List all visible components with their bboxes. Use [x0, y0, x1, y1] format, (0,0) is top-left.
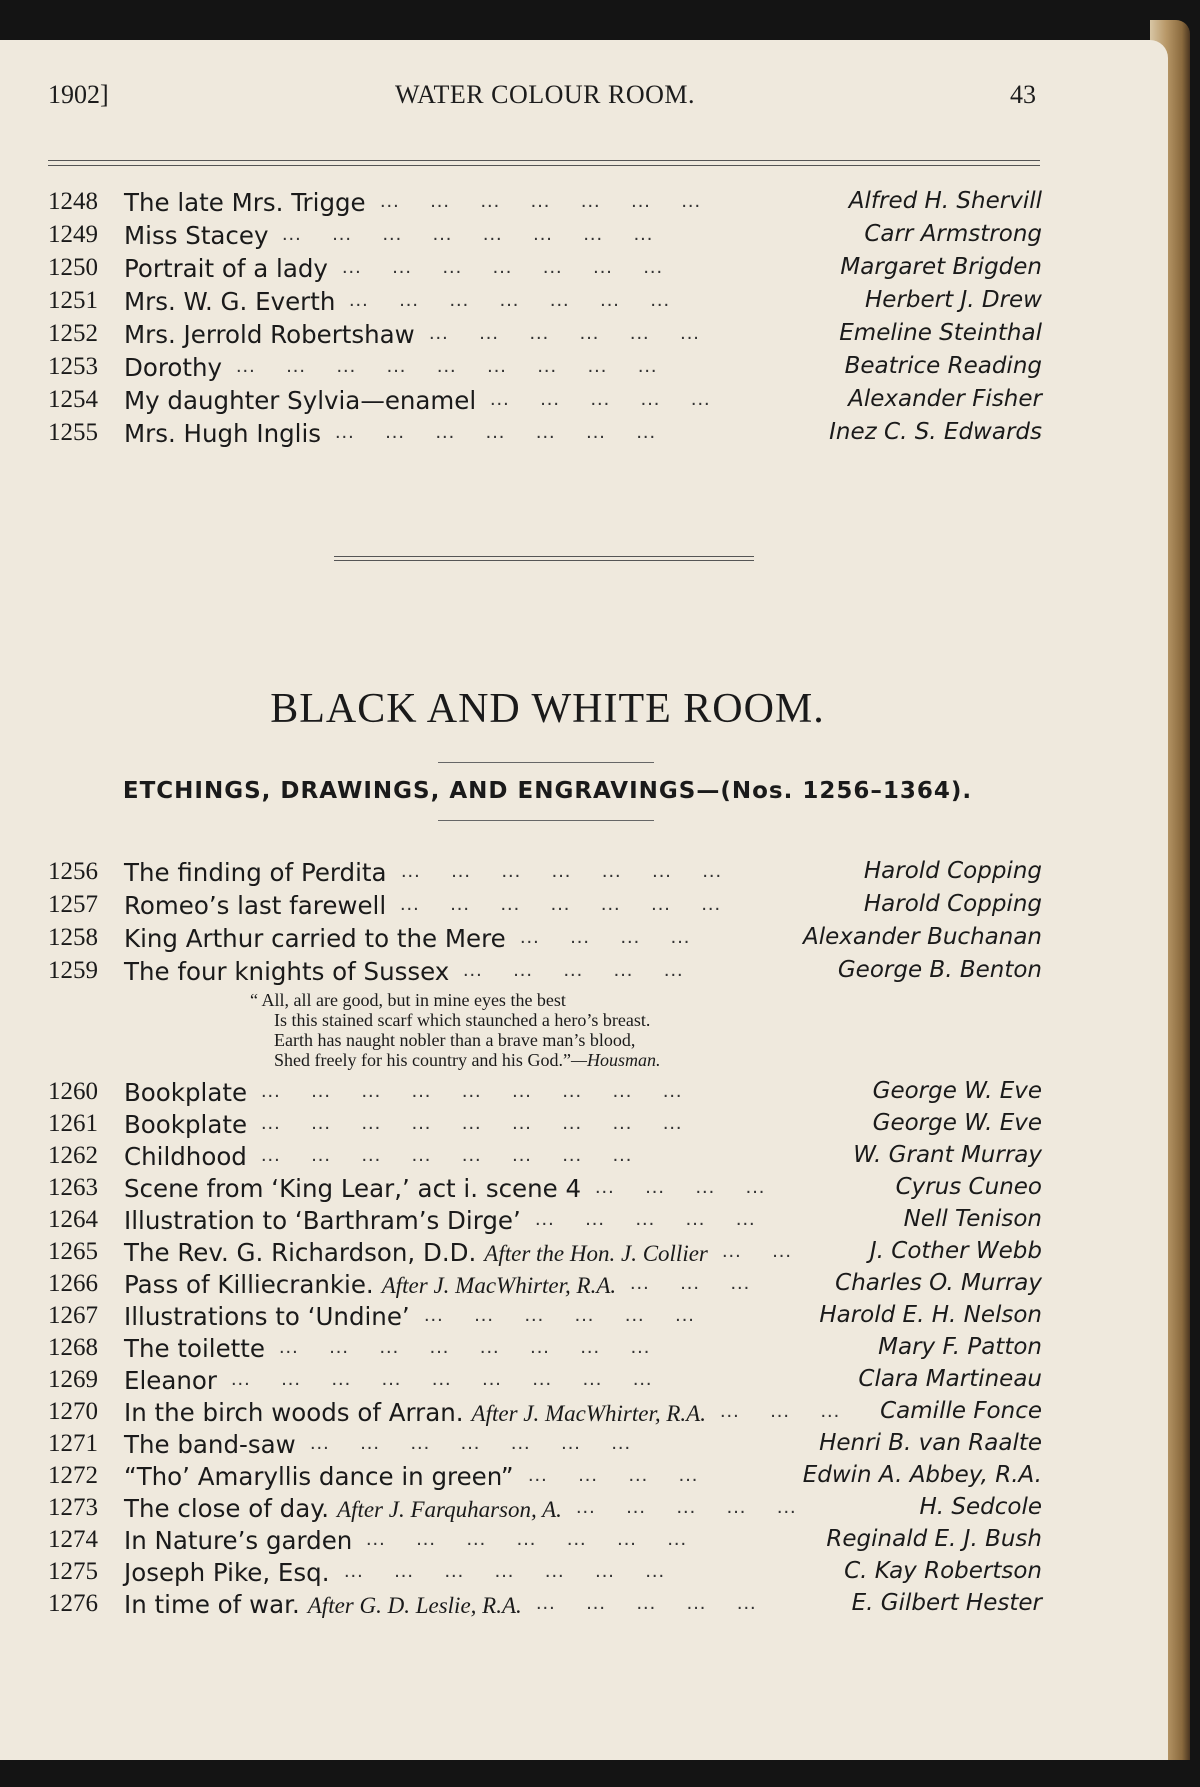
entry-title-line [124, 957, 449, 986]
entry-number: 1251 [48, 287, 98, 314]
entry-artist: Henri B. van Raalte [819, 1430, 1042, 1456]
entry-title-line [124, 1174, 581, 1203]
catalogue-entry [0, 1238, 1150, 1270]
entry-artist: C. Kay Robertson [844, 1558, 1042, 1584]
entry-artist: Camille Fonce [880, 1398, 1042, 1424]
leader-dots: ... ... ... ... ... ... ... ... ... [231, 1368, 653, 1390]
catalogue-entry [0, 254, 1150, 286]
entry-title: The close of day. [124, 1494, 330, 1523]
entry-title: In Nature’s garden [124, 1526, 353, 1555]
entry-after-credit: After J. Farquharson, A. [337, 1497, 562, 1522]
entry-number: 1267 [48, 1302, 98, 1329]
entry-artist: George W. Eve [872, 1110, 1042, 1136]
leader-dots: ... ... ... ... ... ... ... [310, 1432, 632, 1454]
entry-title-line [124, 1366, 217, 1395]
leader-dots: ... ... ... ... ... ... ... [349, 289, 671, 311]
catalogue-entry [0, 957, 1150, 989]
entry-number: 1265 [48, 1238, 98, 1265]
leader-dots: ... ... ... ... ... [536, 1592, 757, 1614]
entry-after-credit: After G. D. Leslie, R.A. [307, 1593, 522, 1618]
entry-title-line [124, 1558, 330, 1587]
entry-title-line [124, 254, 328, 283]
catalogue-entry [0, 891, 1150, 923]
entry-artist: Clara Martineau [858, 1366, 1042, 1392]
entry-title: The Rev. G. Richardson, D.D. [124, 1238, 477, 1267]
leader-dots: ... ... ... ... ... ... ... ... [261, 1144, 633, 1166]
leader-dots: ... ... ... ... ... ... ... [380, 190, 702, 212]
catalogue-entry [0, 924, 1150, 956]
leader-dots: ... ... ... ... ... ... [429, 322, 700, 344]
leader-dots: ... ... ... ... ... ... ... [335, 421, 657, 443]
entry-title-line [124, 320, 415, 349]
entry-artist: Mary F. Patton [878, 1334, 1042, 1360]
catalogue-entry [0, 1302, 1150, 1334]
entry-number: 1272 [48, 1462, 98, 1489]
entry-artist: Alfred H. Shervill [848, 188, 1042, 214]
entry-title: Miss Stacey [124, 221, 269, 250]
entry-artist: Harold Copping [863, 858, 1042, 884]
entry-title: Bookplate [124, 1110, 248, 1139]
leader-dots: ... ... ... ... ... [463, 959, 684, 981]
entry-title: Dorothy [124, 353, 223, 382]
leader-dots: ... ... ... [630, 1272, 751, 1294]
catalogue-entry [0, 1110, 1150, 1142]
entry-title-line [124, 188, 366, 217]
entry-title-line [124, 1398, 706, 1427]
entry-title-line [124, 419, 321, 448]
entry-title-line [124, 858, 387, 887]
catalogue-entry [0, 1398, 1150, 1430]
entry-number: 1268 [48, 1334, 98, 1361]
catalogue-entry [0, 1270, 1150, 1302]
entry-number: 1271 [48, 1430, 98, 1457]
catalogue-entry [0, 287, 1150, 319]
entry-artist: Margaret Brigden [840, 254, 1042, 280]
entry-number: 1257 [48, 891, 98, 918]
entry-title-line [124, 1462, 514, 1491]
entry-number: 1273 [48, 1494, 98, 1521]
leader-dots: ... ... ... ... [595, 1176, 766, 1198]
entry-title-line [124, 1110, 247, 1139]
leader-dots: ... ... ... ... ... ... ... ... ... [236, 355, 658, 377]
catalogue-entry [0, 858, 1150, 890]
section-divider [334, 556, 754, 561]
leader-dots: ... ... [722, 1240, 792, 1262]
entry-title: Pass of Killiecrankie. [124, 1270, 374, 1299]
entry-title-line [124, 1206, 521, 1235]
entry-title-line [124, 1334, 265, 1363]
leader-dots: ... ... ... ... [520, 926, 691, 948]
leader-dots: ... ... ... ... ... [490, 388, 711, 410]
catalogue-entry [0, 353, 1150, 385]
leader-dots: ... ... ... ... [528, 1464, 699, 1486]
entry-artist: Harold E. H. Nelson [819, 1302, 1042, 1328]
entry-number: 1253 [48, 353, 98, 380]
leader-dots: ... ... ... ... ... [576, 1496, 797, 1518]
entry-number: 1254 [48, 386, 98, 413]
entry-number: 1264 [48, 1206, 98, 1233]
entry-artist: Reginald E. J. Bush [826, 1526, 1042, 1552]
leader-dots: ... ... ... ... ... ... [424, 1304, 695, 1326]
entry-number: 1261 [48, 1110, 98, 1137]
entry-title: In time of war. [124, 1590, 300, 1619]
leader-dots: ... ... ... ... ... ... ... ... ... [261, 1112, 683, 1134]
quote-line: Shed freely for his country and his God.” [274, 1050, 571, 1070]
entry-number: 1258 [48, 924, 98, 951]
catalogue-entry [0, 1430, 1150, 1462]
catalogue-entry [0, 1206, 1150, 1238]
entry-artist: Herbert J. Drew [865, 287, 1042, 313]
entry-number: 1269 [48, 1366, 98, 1393]
entry-number: 1275 [48, 1558, 98, 1585]
entry-title: Mrs. W. G. Everth [124, 287, 336, 316]
leader-dots: ... ... ... ... ... ... ... ... [279, 1336, 651, 1358]
quote-line: Earth has naught nobler than a brave man’s blood, [274, 1030, 636, 1050]
entry-title: In the birch woods of Arran. [124, 1398, 464, 1427]
catalogue-entry [0, 1078, 1150, 1110]
leader-dots: ... ... ... ... ... [535, 1208, 756, 1230]
quote-attribution: —Housman. [570, 1050, 661, 1070]
subtitle-rule [438, 820, 654, 821]
leader-dots: ... ... ... ... ... ... ... ... [282, 223, 654, 245]
entry-title: Romeo’s last farewell [124, 891, 387, 920]
leader-dots: ... ... ... ... ... ... ... [401, 860, 723, 882]
quote-line: Is this stained scarf which staunched a hero’s breast. [274, 1010, 651, 1030]
catalogue-entry [0, 1142, 1150, 1174]
entry-title: King Arthur carried to the Mere [124, 924, 506, 953]
entry-title: The late Mrs. Trigge [124, 188, 366, 217]
entry-title-line [124, 1430, 296, 1459]
entry-title: Scene from ‘King Lear,’ act i. scene 4 [124, 1174, 582, 1203]
entry-artist: Cyrus Cuneo [895, 1174, 1042, 1200]
header-title: WATER COLOUR ROOM. [394, 80, 696, 109]
leader-dots: ... ... ... ... ... ... ... [400, 893, 722, 915]
entry-number: 1259 [48, 957, 98, 984]
entry-title-line [124, 1590, 522, 1619]
entry-title: The finding of Perdita [124, 858, 387, 887]
entry-title-line [124, 1238, 708, 1267]
entry-artist: H. Sedcole [919, 1494, 1042, 1520]
entry-number: 1274 [48, 1526, 98, 1553]
entry-artist: Inez C. S. Edwards [829, 419, 1042, 445]
entry-title-line [124, 924, 506, 953]
entry-artist: E. Gilbert Hester [851, 1590, 1042, 1616]
entry-title: Bookplate [124, 1078, 248, 1107]
entry-title-line [124, 353, 222, 382]
section-title: BLACK AND WHITE ROOM. [270, 686, 825, 732]
entry-title-line [124, 1078, 247, 1107]
entry-number: 1250 [48, 254, 98, 281]
header-rule [48, 160, 1040, 166]
entry-number: 1256 [48, 858, 98, 885]
entry-title-line [124, 1526, 352, 1555]
entry-title: Joseph Pike, Esq. [124, 1558, 330, 1587]
entry-artist: Edwin A. Abbey, R.A. [802, 1462, 1042, 1488]
entry-artist: Emeline Steinthal [839, 320, 1042, 346]
entry-artist: George B. Benton [837, 957, 1042, 983]
entry-artist: Beatrice Reading [844, 353, 1042, 379]
entry-number: 1270 [48, 1398, 98, 1425]
catalogue-entry [0, 1462, 1150, 1494]
page-number: 43 [1010, 80, 1036, 109]
housman-quote [250, 990, 660, 1070]
entry-artist: Alexander Buchanan [803, 924, 1042, 950]
entry-title: Childhood [124, 1142, 247, 1171]
entry-artist: Alexander Fisher [848, 386, 1042, 412]
entry-number: 1266 [48, 1270, 98, 1297]
title-rule [438, 762, 654, 763]
entry-title: Illustrations to ‘Undine’ [124, 1302, 410, 1331]
entry-number: 1260 [48, 1078, 98, 1105]
entry-after-credit: After J. MacWhirter, R.A. [471, 1401, 706, 1426]
entry-number: 1263 [48, 1174, 98, 1201]
entry-title: Portrait of a lady [124, 254, 328, 283]
catalogue-entry [0, 1590, 1150, 1622]
catalogue-entry [0, 1558, 1150, 1590]
entry-after-credit: After J. MacWhirter, R.A. [381, 1273, 617, 1298]
catalogue-entry [0, 419, 1150, 451]
entry-artist: Carr Armstrong [864, 221, 1042, 247]
leader-dots: ... ... ... [720, 1400, 841, 1422]
entry-title: The toilette [124, 1334, 265, 1363]
leader-dots: ... ... ... ... ... ... ... [342, 256, 664, 278]
entry-title-line [124, 386, 476, 415]
catalogue-entry [0, 386, 1150, 418]
catalogue-entry [0, 1174, 1150, 1206]
entry-artist: Charles O. Murray [835, 1270, 1042, 1296]
catalogue-entry [0, 1494, 1150, 1526]
entry-title: Illustration to ‘Barthram’s Dirge’ [124, 1206, 521, 1235]
entry-title: My daughter Sylvia—enamel [124, 386, 477, 415]
entry-artist: J. Cother Webb [869, 1238, 1042, 1264]
entry-title-line [124, 221, 268, 250]
entry-number: 1248 [48, 188, 98, 215]
entry-title-line [124, 1142, 247, 1171]
catalogue-entry [0, 221, 1150, 253]
entry-artist: Nell Tenison [903, 1206, 1042, 1232]
entry-after-credit: After the Hon. J. Collier [484, 1241, 708, 1266]
entry-title-line [124, 287, 335, 316]
catalogue-entry [0, 1366, 1150, 1398]
entry-number: 1276 [48, 1590, 98, 1617]
entry-title: The four knights of Sussex [124, 957, 450, 986]
entry-artist: W. Grant Murray [853, 1142, 1042, 1168]
entry-title: The band-saw [124, 1430, 296, 1459]
leader-dots: ... ... ... ... ... ... ... [344, 1560, 666, 1582]
entry-title-line [124, 1270, 616, 1299]
entry-title: “Tho’ Amaryllis dance in green” [124, 1462, 514, 1491]
catalogue-entry [0, 188, 1150, 220]
entry-title: Mrs. Jerrold Robertshaw [124, 320, 415, 349]
entry-title: Eleanor [124, 1366, 217, 1395]
catalogue-entry [0, 1526, 1150, 1558]
section-subtitle: ETCHINGS, DRAWINGS, AND ENGRAVINGS—(Nos. 1256–1364). [122, 778, 973, 804]
entry-number: 1255 [48, 419, 98, 446]
entry-artist: Harold Copping [863, 891, 1042, 917]
leader-dots: ... ... ... ... ... ... ... ... ... [261, 1080, 683, 1102]
entry-number: 1262 [48, 1142, 98, 1169]
entry-number: 1252 [48, 320, 98, 347]
entry-title-line [124, 1302, 410, 1331]
leader-dots: ... ... ... ... ... ... ... [366, 1528, 688, 1550]
entry-title: Mrs. Hugh Inglis [124, 419, 322, 448]
catalogue-entry [0, 1334, 1150, 1366]
catalogue-entry [0, 320, 1150, 352]
entry-artist: George W. Eve [872, 1078, 1042, 1104]
entry-title-line [124, 1494, 562, 1523]
quote-line: “ All, all are good, but in mine eyes the best [250, 990, 566, 1010]
entry-title-line [124, 891, 386, 920]
header-year: 1902] [48, 80, 109, 109]
entry-number: 1249 [48, 221, 98, 248]
